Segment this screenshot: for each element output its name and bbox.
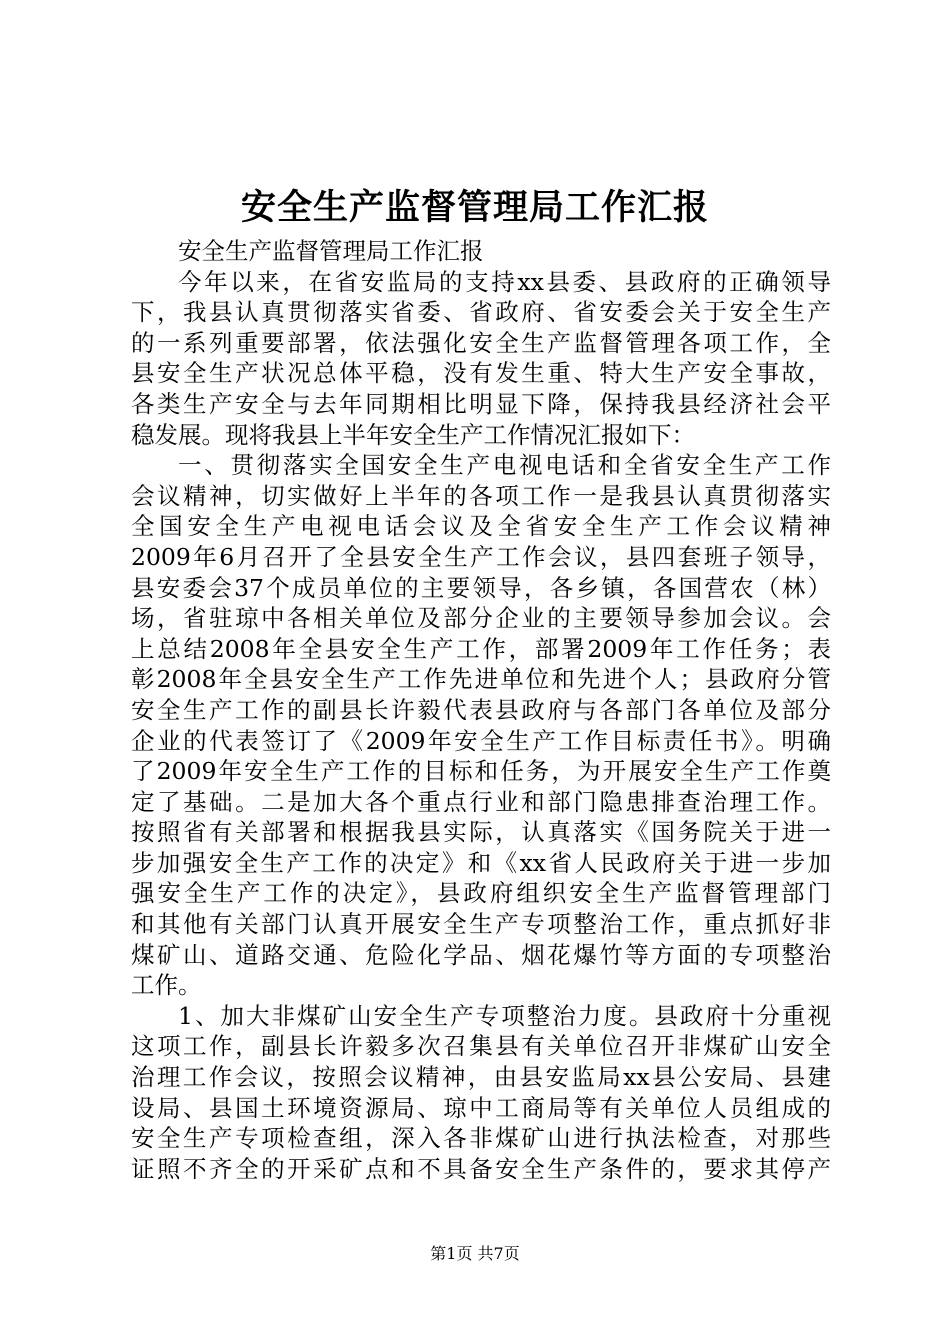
text-line: 设局、县国土环境资源局、琼中工商局等有关单位人员组成的 <box>131 1093 831 1122</box>
text-line: 下，我县认真贯彻落实省委、省政府、省安委会关于安全生产 <box>131 298 831 327</box>
text-line: 场，省驻琼中各相关单位及部分企业的主要领导参加会议。会 <box>131 604 831 633</box>
text-line: 证照不齐全的开采矿点和不具备安全生产条件的，要求其停产 <box>131 1154 831 1183</box>
text-line: 定了基础。二是加大各个重点行业和部门隐患排查治理工作。 <box>131 787 831 816</box>
text-line: 1、加大非煤矿山安全生产专项整治力度。县政府十分重视 <box>178 1001 831 1030</box>
text-line: 步加强安全生产工作的决定》和《xx省人民政府关于进一步加 <box>131 848 831 877</box>
text-line: 煤矿山、道路交通、危险化学品、烟花爆竹等方面的专项整治 <box>131 940 831 969</box>
text-line: 按照省有关部署和根据我县实际，认真落实《国务院关于进一 <box>131 818 831 847</box>
text-line: 强安全生产工作的决定》，县政府组织安全生产监督管理部门 <box>131 879 831 908</box>
text-line: 和其他有关部门认真开展安全生产专项整治工作，重点抓好非 <box>131 910 831 939</box>
document-body <box>131 236 831 1184</box>
text-line: 县安全生产状况总体平稳，没有发生重、特大生产安全事故， <box>131 359 831 388</box>
text-line: 安全生产监督管理局工作汇报 <box>178 237 484 265</box>
text-line: 彰2008年全县安全生产工作先进单位和先进个人；县政府分管 <box>131 665 831 694</box>
text-line: 上总结2008年全县安全生产工作，部署2009年工作任务；表 <box>131 634 831 663</box>
text-line: 安全生产工作的副县长许毅代表县政府与各部门各单位及部分 <box>131 695 831 724</box>
text-line: 今年以来，在省安监局的支持xx县委、县政府的正确领导 <box>178 267 831 296</box>
text-line: 各类生产安全与去年同期相比明显下降，保持我县经济社会平 <box>131 389 831 418</box>
document-title: 安全生产监督管理局工作汇报 <box>240 187 709 228</box>
text-line: 这项工作，副县长许毅多次召集县有关单位召开非煤矿山安全 <box>131 1032 831 1061</box>
text-line: 治理工作会议，按照会议精神，由县安监局xx县公安局、县建 <box>131 1063 831 1092</box>
text-line: 的一系列重要部署，依法强化安全生产监督管理各项工作，全 <box>131 328 831 357</box>
page-footer: 第1页 共7页 <box>430 1244 520 1263</box>
text-line: 稳发展。现将我县上半年安全生产工作情况汇报如下： <box>131 420 695 449</box>
text-line: 了2009年安全生产工作的目标和任务，为开展安全生产工作奠 <box>131 757 831 786</box>
text-line: 工作。 <box>131 971 202 1000</box>
text-line: 安全生产专项检查组，深入各非煤矿山进行执法检查，对那些 <box>131 1124 831 1153</box>
text-line: 全国安全生产电视电话会议及全省安全生产工作会议精神 <box>131 512 831 541</box>
text-line: 2009年6月召开了全县安全生产工作会议，县四套班子领导， <box>131 542 831 571</box>
text-line: 一、贯彻落实全国安全生产电视电话和全省安全生产工作 <box>178 451 831 480</box>
text-line: 会议精神，切实做好上半年的各项工作一是我县认真贯彻落实 <box>131 481 831 510</box>
text-line: 企业的代表签订了《2009年安全生产工作目标责任书》。明确 <box>131 726 831 755</box>
text-line: 县安委会37个成员单位的主要领导，各乡镇，各国营农（林） <box>131 573 831 602</box>
